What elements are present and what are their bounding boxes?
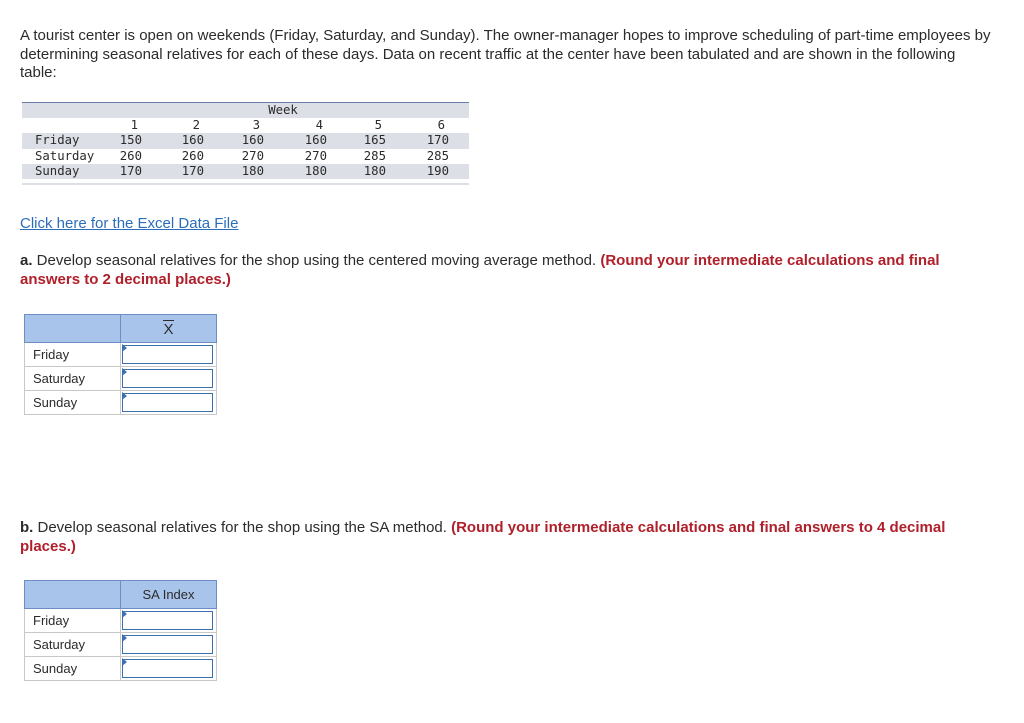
traffic-data-table bbox=[22, 102, 469, 186]
part-b-letter: b. bbox=[20, 519, 34, 536]
input-flag-icon bbox=[122, 658, 127, 666]
row-label: Friday bbox=[35, 133, 80, 148]
day-label: Saturday bbox=[25, 367, 121, 391]
week-number: 3 bbox=[252, 118, 260, 132]
friday-x-bar-input[interactable] bbox=[122, 345, 213, 364]
excel-data-file-link[interactable]: Click here for the Excel Data File bbox=[20, 215, 239, 232]
part-a-answer-table bbox=[24, 314, 217, 415]
input-flag-icon bbox=[122, 344, 127, 352]
table-bottom-rule bbox=[22, 183, 469, 186]
header-blank-cell bbox=[25, 315, 121, 343]
table-row bbox=[22, 164, 469, 179]
cell-value: 270 bbox=[241, 148, 264, 163]
table-row bbox=[22, 149, 469, 164]
week-number: 6 bbox=[437, 118, 445, 132]
cell-value: 270 bbox=[304, 148, 327, 163]
week-number: 4 bbox=[315, 118, 323, 132]
day-label: Friday bbox=[25, 343, 121, 367]
x-bar-header bbox=[121, 315, 217, 343]
sunday-sa-index-input[interactable] bbox=[122, 659, 213, 678]
cell-value: 160 bbox=[181, 133, 204, 148]
cell-value: 285 bbox=[426, 148, 449, 163]
part-b-text: Develop seasonal relatives for the shop using the SA method. bbox=[33, 519, 452, 536]
cell-value: 285 bbox=[363, 148, 386, 163]
day-label: Sunday bbox=[25, 391, 121, 415]
sa-index-header: SA Index bbox=[121, 581, 217, 609]
part-b-question bbox=[20, 519, 980, 556]
cell-value: 180 bbox=[241, 163, 264, 178]
part-b-hint: (Round your intermediate calculations and final answers to 4 decimal places.) bbox=[20, 519, 946, 555]
saturday-x-bar-input[interactable] bbox=[122, 369, 213, 388]
cell-value: 190 bbox=[426, 163, 449, 178]
problem-statement: A tourist center is open on weekends (Friday, Saturday, and Sunday). The owner-manager hopes to improve scheduling of part-time employees by determining seasonal relatives for each of these days. Data on recent traffic at the center have been tabulated and are shown in the following table: bbox=[20, 27, 991, 81]
cell-value: 260 bbox=[119, 148, 142, 163]
part-a-hint: (Round your intermediate calculations and final answers to 2 decimal places.) bbox=[20, 252, 940, 288]
cell-value: 170 bbox=[119, 163, 142, 178]
week-number: 2 bbox=[192, 118, 200, 132]
row-label: Sunday bbox=[35, 163, 80, 178]
week-number-row bbox=[22, 118, 469, 133]
day-label: Friday bbox=[25, 609, 121, 633]
saturday-sa-index-input[interactable] bbox=[122, 635, 213, 654]
cell-value: 165 bbox=[363, 133, 386, 148]
cell-value: 150 bbox=[119, 133, 142, 148]
day-label: Sunday bbox=[25, 657, 121, 681]
part-a-question bbox=[20, 252, 980, 289]
week-number: 1 bbox=[130, 118, 138, 132]
header-blank-cell bbox=[25, 581, 121, 609]
input-flag-icon bbox=[122, 610, 127, 618]
x-bar-symbol: X bbox=[163, 321, 174, 338]
sunday-x-bar-input[interactable] bbox=[122, 393, 213, 412]
week-header: Week bbox=[22, 102, 469, 118]
input-flag-icon bbox=[122, 392, 127, 400]
input-flag-icon bbox=[122, 368, 127, 376]
cell-value: 170 bbox=[426, 133, 449, 148]
cell-value: 160 bbox=[304, 133, 327, 148]
cell-value: 170 bbox=[181, 163, 204, 178]
cell-value: 160 bbox=[241, 133, 264, 148]
friday-sa-index-input[interactable] bbox=[122, 611, 213, 630]
part-a-letter: a. bbox=[20, 252, 33, 269]
table-row bbox=[22, 133, 469, 148]
cell-value: 260 bbox=[181, 148, 204, 163]
row-label: Saturday bbox=[35, 148, 95, 163]
part-b-answer-table bbox=[24, 580, 217, 681]
cell-value: 180 bbox=[363, 163, 386, 178]
input-flag-icon bbox=[122, 634, 127, 642]
cell-value: 180 bbox=[304, 163, 327, 178]
day-label: Saturday bbox=[25, 633, 121, 657]
week-number: 5 bbox=[374, 118, 382, 132]
part-a-text: Develop seasonal relatives for the shop using the centered moving average method. bbox=[32, 252, 601, 269]
